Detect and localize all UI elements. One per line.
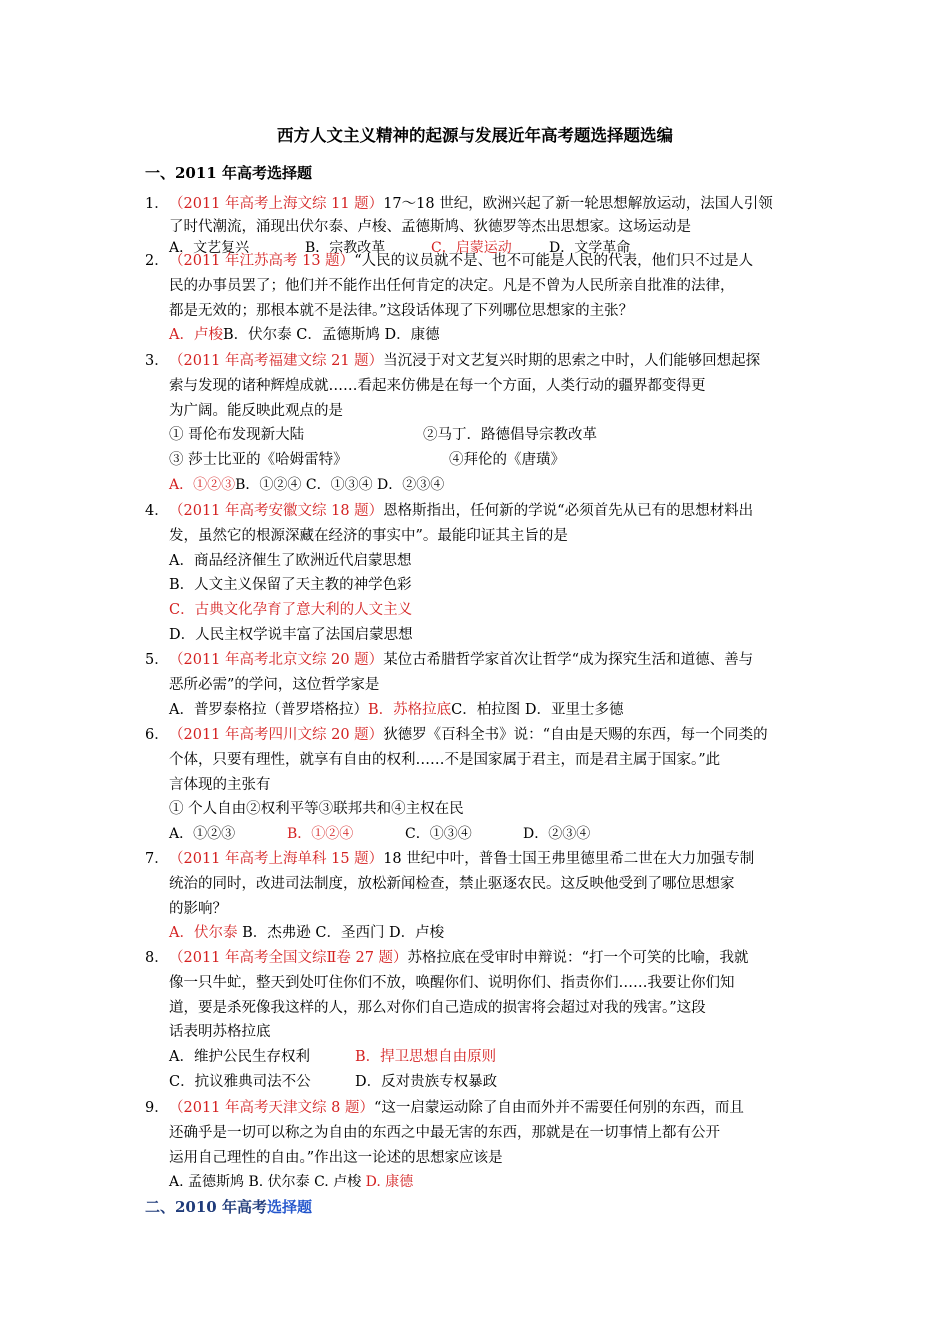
- question-source: （2011 年高考上海单科 15 题）: [169, 851, 384, 867]
- option-d: D．反对贵族专权暴政: [355, 1073, 498, 1090]
- question-text: 狄德罗《百科全书》说：“自由是天赐的东西，每一个同类的: [383, 727, 768, 743]
- options: B．①②④ C．①③④ D．②③④: [235, 476, 445, 493]
- options: A. 孟德斯鸠 B. 伏尔泰 C. 卢梭: [169, 1174, 366, 1191]
- question-8: [145, 946, 820, 1095]
- question-source: （2011 年高考四川文综 20 题）: [169, 727, 384, 743]
- section-heading-2011: 一、2011 年高考选择题: [145, 164, 312, 182]
- question-source: （2011 年高考上海文综 11 题）: [169, 196, 384, 212]
- question-text: 恩格斯指出，任何新的学说“必须首先从已有的思想材料出: [383, 503, 754, 519]
- option-c-answer: C．古典文化孕育了意大利的人文主义: [169, 602, 413, 619]
- question-number: 1．: [145, 196, 169, 212]
- question-number: 6．: [145, 727, 169, 743]
- question-3: [145, 349, 820, 498]
- option-b-answer: B．①②④: [287, 826, 354, 843]
- question-number: 3．: [145, 353, 169, 369]
- item-1: ① 哥伦布发现新大陆: [169, 427, 305, 444]
- question-text: 为广阔。能反映此观点的是: [169, 402, 343, 419]
- option-a-answer: A．伏尔泰: [169, 925, 238, 942]
- question-number: 2．: [145, 253, 169, 269]
- question-6: [145, 723, 820, 847]
- question-source: （2011 年高考全国文综Ⅱ卷 27 题）: [169, 950, 408, 966]
- question-source: （2011 年高考天津文综 8 题）: [169, 1100, 374, 1116]
- option-d-answer: D. 康德: [365, 1174, 414, 1191]
- question-source: （2011 年江苏高考 13 题）: [169, 253, 355, 269]
- section-heading-2010: [145, 1196, 312, 1218]
- option-c: C．抗议雅典司法不公: [169, 1073, 311, 1090]
- option-c: C．①③④: [405, 826, 472, 843]
- question-text: 都是无效的；那根本就不是法律。”这段话体现了下列哪位思想家的主张？: [169, 302, 634, 319]
- question-text: 像一只牛虻，整天到处叮住你们不放，唤醒你们、说明你们、指责你们……我要让你们知: [169, 974, 735, 991]
- question-text: 17～18 世纪，欧洲兴起了新一轮思想解放运动，法国人引领: [383, 196, 773, 212]
- option-d: D．②③④: [523, 826, 591, 843]
- items: ① 个人自由②权利平等③联邦共和④主权在民: [169, 801, 464, 818]
- option-a: A．维护公民生存权利: [169, 1049, 310, 1066]
- question-number: 7．: [145, 851, 169, 867]
- question-text: 言体现的主张有: [169, 776, 271, 793]
- option-d: D．人民主权学说丰富了法国启蒙思想: [169, 626, 413, 643]
- question-text: 民的办事员罢了；他们并不能作出任何肯定的决定。凡是不曾为人民所亲自批准的法律，: [169, 277, 735, 294]
- option-b: B．宗教改革: [305, 239, 386, 256]
- question-text: “人民的议员就不是、也不可能是人民的代表，他们只不过是人: [354, 253, 754, 269]
- document-title: 西方人文主义精神的起源与发展近年高考题选择题选编: [277, 126, 673, 145]
- question-number: 9．: [145, 1100, 169, 1116]
- option-d: D．文学革命: [549, 239, 631, 256]
- question-7: [145, 847, 820, 946]
- question-text: 运用自己理性的自由。”作出这一论述的思想家应该是: [169, 1149, 503, 1166]
- option-a: A．①②③: [169, 826, 236, 843]
- section-heading-text: 二、2010 年高考: [145, 1198, 267, 1216]
- options: B．伏尔泰 C．孟德斯鸠 D．康德: [222, 327, 440, 344]
- item-3: ③ 莎士比亚的《哈姆雷特》: [169, 452, 348, 469]
- question-text: 还确乎是一切可以称之为自由的东西之中最无害的东西，那就是在一切事情上都有公开: [169, 1124, 720, 1141]
- question-text: 18 世纪中叶，普鲁士国王弗里德里希二世在大力加强专制: [383, 851, 755, 867]
- question-source: （2011 年高考福建文综 21 题）: [169, 353, 384, 369]
- question-text: “这一启蒙运动除了自由而外并不需要任何别的东西，而且: [373, 1100, 744, 1116]
- question-source: （2011 年高考安徽文综 18 题）: [169, 503, 384, 519]
- option-a: A．文艺复兴: [169, 239, 250, 256]
- question-text: 发，虽然它的根源深藏在经济的事实中”。最能印证其主旨的是: [169, 527, 568, 544]
- question-number: 8．: [145, 950, 169, 966]
- option-b-answer: B．捍卫思想自由原则: [355, 1049, 497, 1066]
- item-2: ②马丁．路德倡导宗教改革: [423, 427, 597, 444]
- option-b: B．人文主义保留了天主教的神学色彩: [169, 577, 412, 594]
- section-heading-highlight: 选择题: [266, 1198, 312, 1216]
- question-text: 道，要是杀死像我这样的人，那么对你们自己造成的损害将会超过对我的残害。”这段: [169, 999, 706, 1016]
- options: C．柏拉图 D．亚里士多德: [451, 701, 624, 718]
- question-text: 某位古希腊哲学家首次让哲学“成为探究生活和道德、善与: [383, 652, 754, 668]
- question-text: 了时代潮流，涌现出伏尔泰、卢梭、孟德斯鸠、狄德罗等杰出思想家。这场运动是: [169, 218, 691, 235]
- item-4: ④拜伦的《唐璜》: [449, 452, 565, 469]
- option-c-answer: C．启蒙运动: [431, 239, 512, 256]
- question-text: 苏格拉底在受审时申辩说：“打一个可笑的比喻，我就: [407, 950, 749, 966]
- question-9: [145, 1096, 820, 1195]
- option-a-answer: A．卢梭: [169, 327, 223, 344]
- question-source: （2011 年高考北京文综 20 题）: [169, 652, 384, 668]
- question-number: 5．: [145, 652, 169, 668]
- question-number: 4．: [145, 503, 169, 519]
- question-text: 当沉浸于对文艺复兴时期的思索之中时，人们能够回想起探: [383, 353, 761, 369]
- option-a-answer: A．①②③: [169, 476, 236, 493]
- option-b-answer: B．苏格拉底: [367, 701, 452, 718]
- question-text: 个体，只要有理性，就享有自由的权利……不是国家属于君主，而是君主属于国家。”此: [169, 751, 721, 768]
- question-4: [145, 499, 820, 648]
- question-2: [145, 249, 820, 348]
- question-text: 统治的同时，改进司法制度，放松新闻检查，禁止驱逐农民。这反映他受到了哪位思想家: [169, 875, 735, 892]
- option-a: A．商品经济催生了欧洲近代启蒙思想: [169, 552, 412, 569]
- question-text: 的影响？: [169, 900, 227, 917]
- question-5: [145, 648, 820, 722]
- question-text: 话表明苏格拉底: [169, 1024, 271, 1041]
- question-text: 索与发现的诸种辉煌成就……看起来仿佛是在每一个方面，人类行动的疆界都变得更: [169, 377, 706, 394]
- option-a: A．普罗泰格拉（普罗塔格拉）: [169, 701, 368, 718]
- question-text: 恶所必需”的学问，这位哲学家是: [169, 676, 380, 693]
- options: B．杰弗逊 C．圣西门 D．卢梭: [242, 925, 445, 942]
